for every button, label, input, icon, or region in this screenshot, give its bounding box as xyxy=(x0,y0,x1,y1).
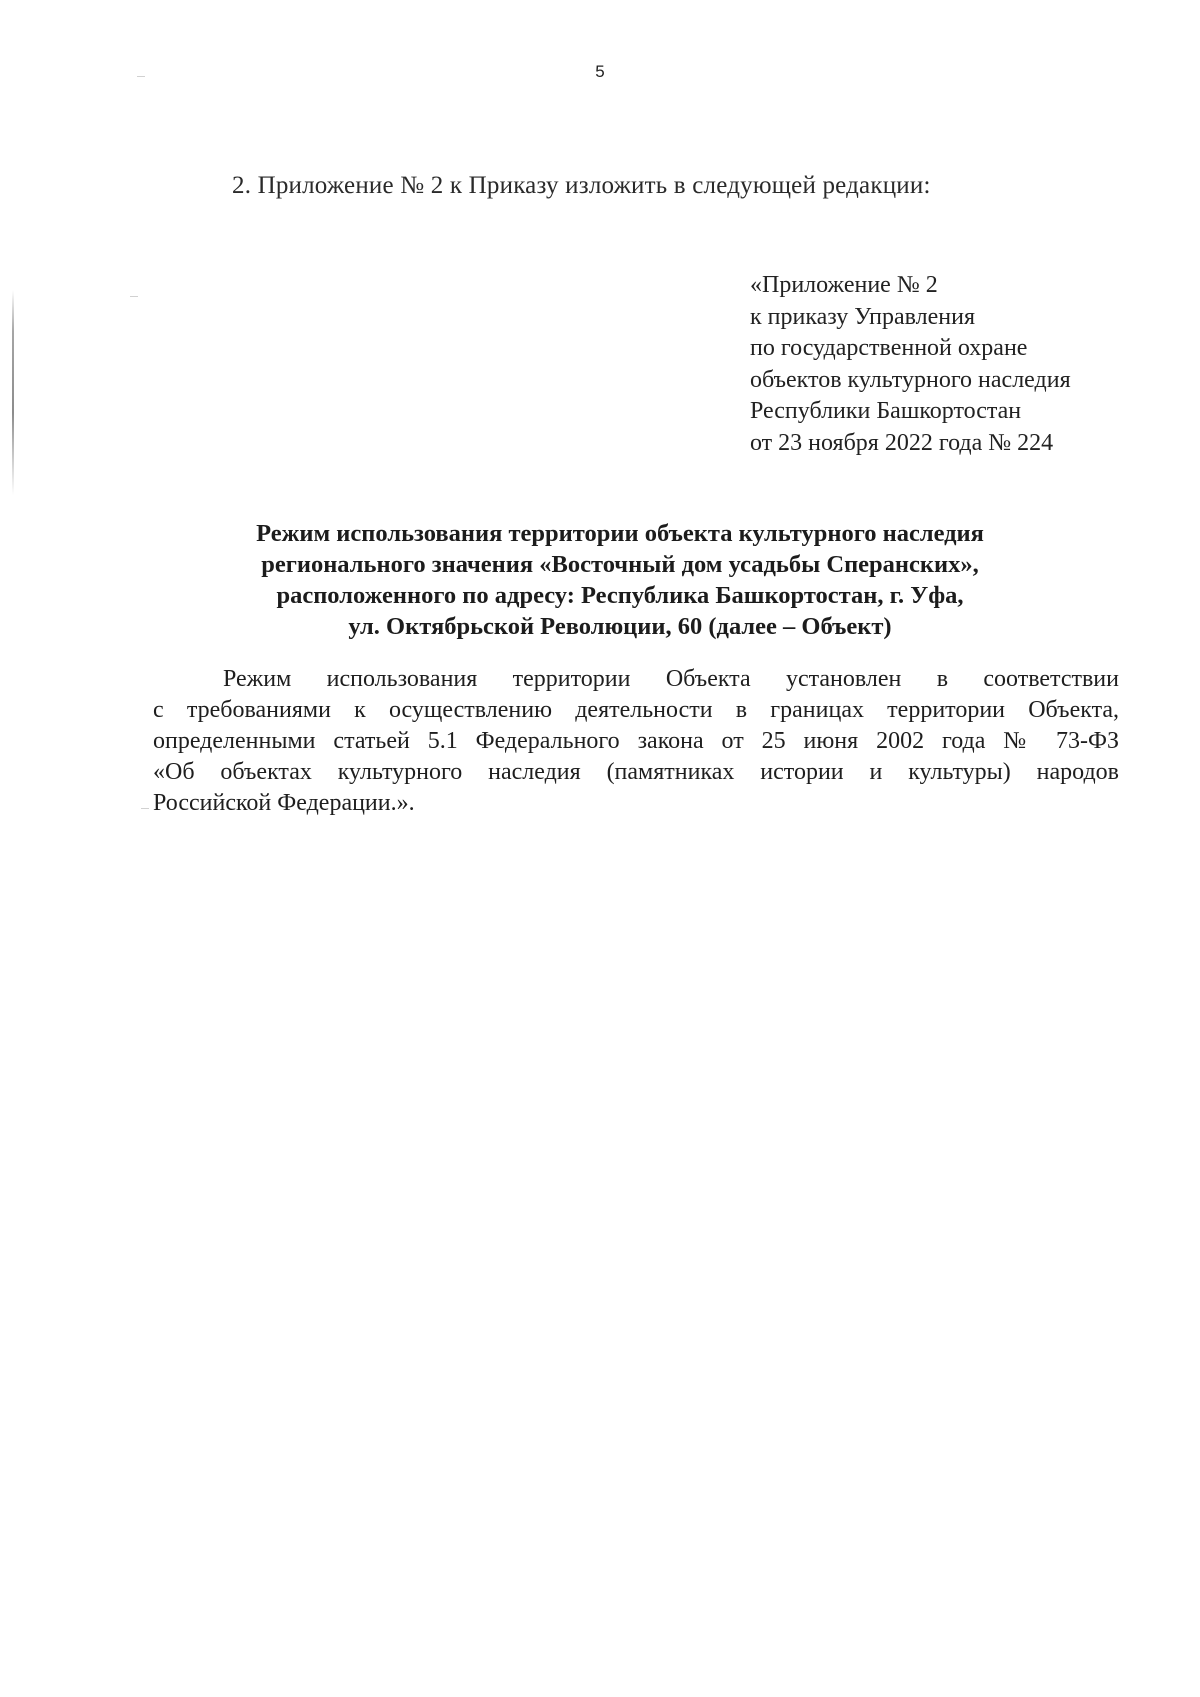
intro-instruction: 2. Приложение № 2 к Приказу изложить в следующей редакции: xyxy=(232,172,931,199)
body-line: определенными статьей 5.1 Федерального закона от 25 июня 2002 года № 73-ФЗ xyxy=(153,728,1119,754)
body-line: Российской Федерации.». xyxy=(153,790,415,816)
scan-speck xyxy=(130,296,138,297)
appendix-line: к приказу Управления xyxy=(750,303,976,330)
scan-speck xyxy=(141,808,149,809)
title-line: расположенного по адресу: Республика Башкортостан, г. Уфа, xyxy=(276,582,964,609)
body-paragraph xyxy=(153,664,1119,819)
title-line: Режим использования территории объекта культурного наследия xyxy=(256,520,984,547)
body-line: Режим использования территории Объекта установлен в соответствии xyxy=(223,666,1119,692)
title-line: ул. Октябрьской Революции, 60 (далее – Объект) xyxy=(348,613,892,640)
title-line: регионального значения «Восточный дом усадьбы Сперанских», xyxy=(261,551,979,578)
appendix-line: «Приложение № 2 xyxy=(750,272,938,298)
scan-edge-artifact xyxy=(12,290,14,495)
document-title xyxy=(150,518,1090,642)
page-number: 5 xyxy=(595,62,605,81)
appendix-line: объектов культурного наследия xyxy=(750,366,1071,393)
body-line: с требованиями к осуществлению деятельности в границах территории Объекта, xyxy=(153,697,1119,723)
appendix-header xyxy=(750,270,1170,459)
appendix-line: от 23 ноября 2022 года № 224 xyxy=(750,429,1054,456)
appendix-line: Республики Башкортостан xyxy=(750,398,1022,424)
appendix-line: по государственной охране xyxy=(750,335,1028,361)
body-line: «Об объектах культурного наследия (памятниках истории и культуры) народов xyxy=(153,759,1119,785)
